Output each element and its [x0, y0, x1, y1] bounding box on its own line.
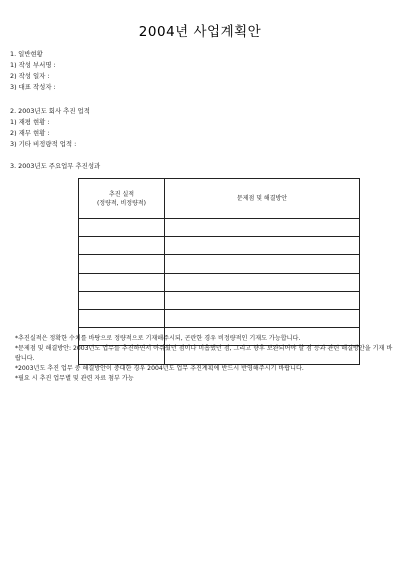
- notes-block: [15, 334, 393, 384]
- table-row: [79, 273, 360, 291]
- section-heading: 1. 일반현황: [10, 50, 43, 58]
- table-row: [79, 219, 360, 237]
- field-date: 2) 작성 일자 :: [10, 72, 50, 80]
- issues-cell[interactable]: [165, 291, 360, 309]
- field-author: 3) 대표 작성자 :: [10, 83, 56, 91]
- results-cell[interactable]: [79, 273, 165, 291]
- note-item: *필요 시 추진 업무별 및 관련 자료 첨부 가능: [15, 375, 134, 382]
- results-cell[interactable]: [79, 255, 165, 273]
- table-row: [79, 309, 360, 327]
- issues-cell[interactable]: [165, 219, 360, 237]
- table-row: [79, 255, 360, 273]
- field-department: 1) 작성 부서명 :: [10, 61, 56, 69]
- table-row: [79, 291, 360, 309]
- column-header-issues: 문제점 및 해결방안: [165, 179, 360, 219]
- issues-cell[interactable]: [165, 255, 360, 273]
- header-line: 추진 실적: [108, 190, 135, 198]
- issues-cell[interactable]: [165, 273, 360, 291]
- section-heading: 2. 2003년도 회사 추진 업적: [10, 107, 90, 115]
- header-line: (정량적, 비정량적): [96, 199, 147, 207]
- field-financial-status: 2) 재무 현황 :: [10, 129, 50, 137]
- document-title: 2004년 사업계획안: [138, 24, 262, 40]
- results-cell[interactable]: [79, 237, 165, 255]
- achievements-section: [10, 106, 90, 150]
- issues-cell[interactable]: [165, 309, 360, 327]
- field-performance-status: 1) 재평 현황 :: [10, 118, 50, 126]
- column-header-results: [79, 179, 165, 219]
- results-cell[interactable]: [79, 291, 165, 309]
- key-results-section: [10, 161, 100, 172]
- note-item: *2003년도 추진 업무 중 해결방안이 중대한 경우 2004년도 업무 추진계획에 반드시 반영해주시기 바랍니다.: [15, 365, 304, 372]
- field-other-achievements: 3) 기타 비정량적 업적 :: [10, 140, 77, 148]
- issues-cell[interactable]: [165, 237, 360, 255]
- note-item: *추진실적은 정확한 수치를 바탕으로 정량적으로 기재해주시되, 곤란한 경우 비정량적인 기재도 가능합니다.: [15, 335, 301, 342]
- note-item: *문제점 및 해결방안: 2003년도 업무를 추진하면서 아쉬웠던 점이나 미흡했던 점, 그리고 향후 보완되어야 할 점 등과 관련 해결방안을 기재 바랍니다.: [15, 345, 393, 362]
- general-status-section: [10, 49, 56, 93]
- table-row: [79, 237, 360, 255]
- section-heading: 3. 2003년도 주요업무 추진성과: [10, 162, 101, 170]
- results-cell[interactable]: [79, 309, 165, 327]
- table-header-row: [79, 179, 360, 219]
- results-cell[interactable]: [79, 219, 165, 237]
